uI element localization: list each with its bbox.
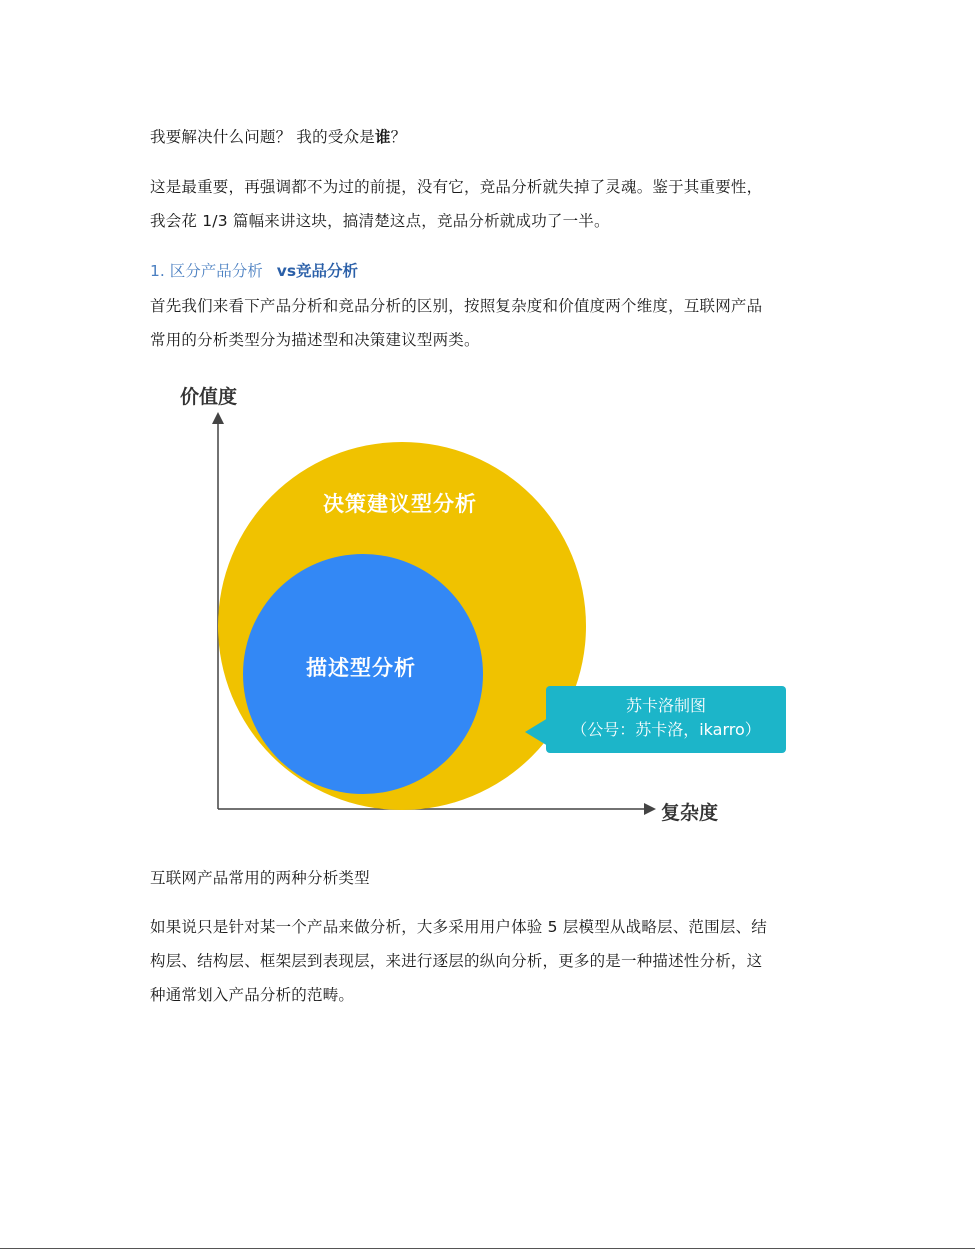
section-para-line-1: 首先我们来看下产品分析和竞品分析的区别，按照复杂度和价值度两个维度，互联网产品 (150, 297, 763, 315)
figure-caption: 互联网产品常用的两种分析类型 (150, 869, 370, 887)
question-paragraph (150, 120, 830, 154)
question-suffix: ？ (390, 128, 407, 146)
inner-circle-label: 描述型分析 (306, 656, 416, 680)
diagram-svg (165, 372, 805, 842)
intro-paragraph (150, 170, 830, 238)
body-paragraph (150, 910, 830, 1012)
intro-line-1: 这是最重要，再强调都不为过的前提，没有它，竞品分析就失掉了灵魂。鉴于其重要性， (150, 178, 763, 196)
question-bold-word: 谁 (374, 128, 391, 146)
body-line-3: 种通常划入产品分析的范畴。 (150, 986, 355, 1004)
outer-circle-label: 决策建议型分析 (323, 492, 477, 516)
section-paragraph (150, 289, 830, 357)
analysis-type-diagram (165, 372, 805, 842)
callout-line-1: 苏卡洛制图 (625, 696, 706, 715)
body-line-2: 构层、结构层、框架层到表现层，来进行逐层的纵向分析，更多的是一种描述性分析，这 (150, 952, 763, 970)
question-prefix: 我要解决什么问题？ 我的受众是 (150, 128, 375, 146)
body-line-1: 如果说只是针对某一个产品来做分析，大多采用用户体验 5 层模型从战略层、范围层、结 (150, 918, 767, 936)
y-axis-label: 价值度 (180, 386, 238, 408)
intro-line-2: 我会花 1/3 篇幅来讲这块，搞清楚这点，竞品分析就成功了一半。 (150, 212, 610, 230)
footer-divider (0, 1248, 975, 1249)
section-para-line-2: 常用的分析类型分为描述型和决策建议型两类。 (150, 331, 480, 349)
section-heading (150, 256, 358, 286)
callout-line-2: （公号：苏卡洛，ikarro） (571, 720, 761, 739)
callout-text (546, 694, 786, 742)
section-heading-text: 1. 区分产品分析 (150, 262, 263, 280)
x-axis-label: 复杂度 (661, 802, 719, 824)
section-heading-vs: vs竞品分析 (276, 262, 359, 280)
